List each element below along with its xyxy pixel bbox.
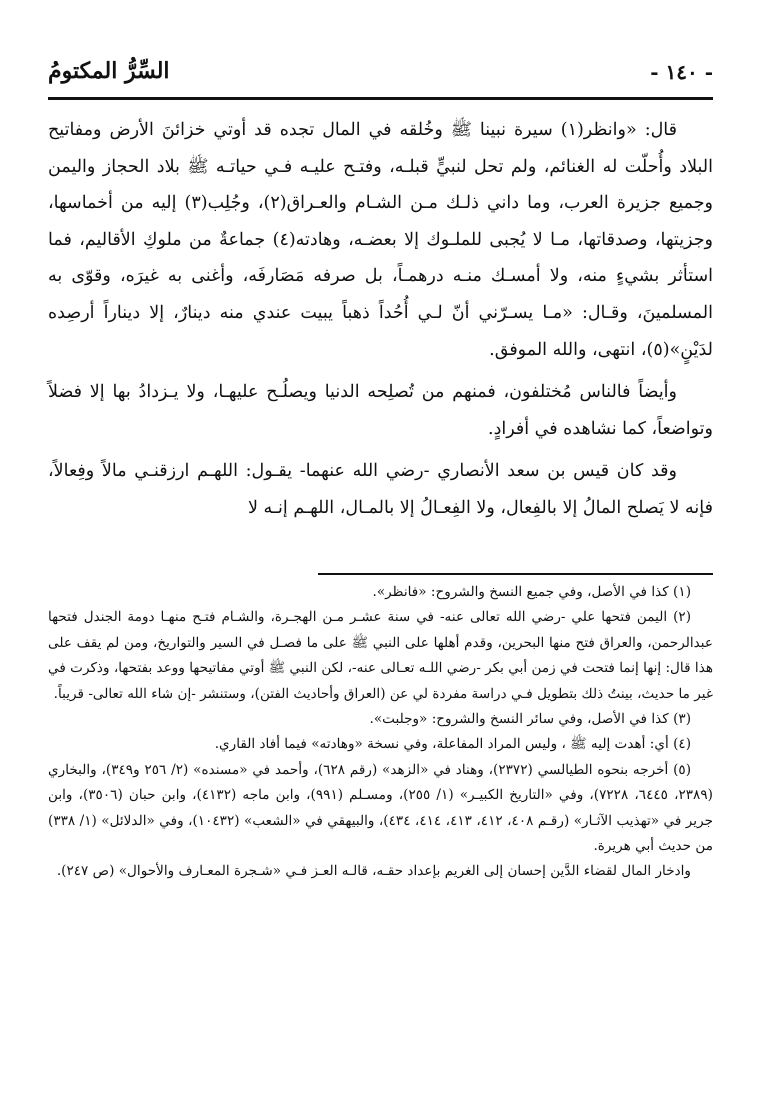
running-title: السِّرُّ المكتومُ (48, 58, 170, 84)
paragraph: وأيضاً فالناس مُختلفون، فمنهم من تُصلِحه الدنيا ويصلُـح عليهـا، ولا يـزدادُ بها إلا فضلاً وتواضعاً، كما نشاهده في أفرادٍ. (48, 382, 713, 439)
footnote: وادخار المال لقضاء الدَّين إحسان إلى الغريم بإعداد حقـه، قالـه العـز فـي «شـجرة المعـارف والأحوال» (ص ٢٤٧). (56, 863, 691, 880)
paragraph: قال: «وانظر(١) سيرة نبينا ﷺ وخُلقه في المال تجده قد أوتي خزائنَ الأرض ومفاتيح البلاد وأُحلّت له الغنائم، ولم تحل لنبيٍّ قبلـه، وفتـح عليـه فـي حياتـه ﷺ بلاد الحجاز واليمن وجميع جزيرة العرب، وما داني ذلـك مـن الشـام والعـراق(٢)، وجُلِب(٣) إليه من أخماسها، وجزيتها، وصدقاتها، مـا لا يُجبى للملـوك إلا بعضـه، وهادته(٤) جماعةٌ من ملوكِ الأقاليم، فما استأثر بشيءٍ منه، ولا أمسـك منـه درهمـاً، بل صرفه مَصَارفَه، وأغنى به غيرَه، وقوّى به المسلمينَ، وقـال: «مـا يسـرّني أنّ لـي أُحُداً ذهباً يبيت عندي منه دينارٌ، إلا ديناراً أرصِده لدَيْنٍ»(٥)، انتهى، والله الموفق. (48, 120, 713, 360)
footnote: (٥) أخرجه بنحوه الطيالسي (٢٣٧٢)، وهناد في «الزهد» (رقم ٦٢٨)، وأحمد في «مسنده» (٢/ ٢٥٦ و٣٤٩)، والبخاري (٢٣٨٩، ٦٤٤٥، ٧٢٢٨)، وفي «التاريخ الكبيـر» (١/ ٢٥٥)، ومسـلم (٩٩١)، وابن ماجه (٤١٣٢)، وابن حبان (٣٥٠٦)، وابن جرير في «تهذيب الآثـار» (رقـم ٤٠٨، ٤١٢، ٤١٣، ٤١٤، ٤٣٤)، والبيهقي في «الشعب» (١٠٤٣٢)، وفي «الدلائل» (١/ ٣٣٨) من حديث أبي هريرة. (48, 761, 713, 855)
footnote: (٣) كذا في الأصل، وفي سائر النسخ والشروح: «وجلبت». (369, 711, 691, 728)
header-rule (48, 97, 713, 100)
page-header (48, 58, 713, 94)
footnotes (48, 580, 713, 885)
page-number: - ١٤٠ - (650, 60, 713, 84)
footnote: (٢) اليمن فتحها علي -رضي الله تعالى عنه- في سنة عشـر مـن الهجـرة، والشـام فتـح منهـا دومة الجندل فتحها عبدالرحمن، والعراق فتح منها البحرين، وقدم أهلها على النبي ﷺ على ما فصـل في السير والتواريخ، ومن لم يقف على هذا قال: إنها إنما فتحت في زمن أبي بكر -رضي اللـه تعـالى عنه-، لكن النبي ﷺ أوتي مفاتيحها ووعد بفتحها، وذكرت في غير ما حديث، بينتُ ذلك بتطويل فـي دراسة مفردة لي عن (العراق وأحاديث الفتن)، وستنشر -إن شاء الله تعالى- قريباً. (48, 609, 713, 702)
paragraph: وقد كان قيس بن سعد الأنصاري -رضي الله عنهما- يقـول: اللهـم ارزقنـي مالاً وفِعالاً، فإنه لا يَصلح المالُ إلا بالفِعال، ولا الفِعـالُ إلا بالمـال، اللهـم إنـه لا (48, 461, 713, 518)
footnote: (١) كذا في الأصل، وفي جميع النسخ والشروح: «فانظر». (372, 584, 691, 600)
main-text (48, 112, 713, 533)
footnote: (٤) أي: أهدت إليه ﷺ ، وليس المراد المفاعلة، وفي نسخة «وهادته» فيما أفاد القاري. (214, 736, 691, 753)
footnote-rule (318, 573, 713, 575)
